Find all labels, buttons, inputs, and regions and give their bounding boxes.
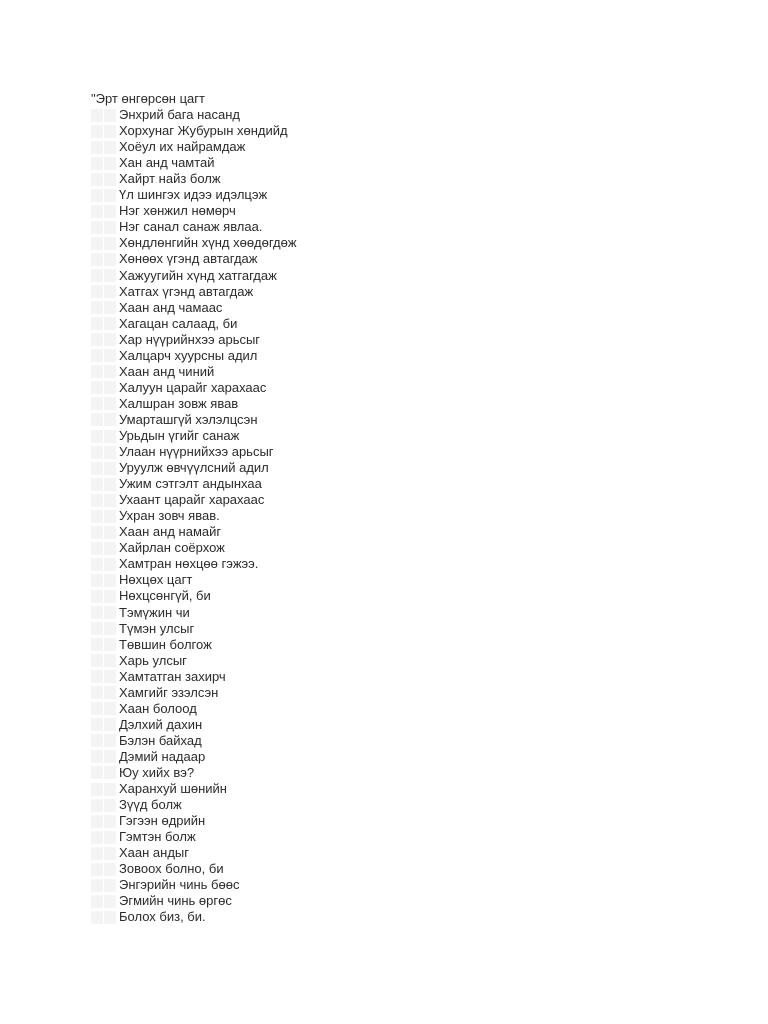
poem-line	[91, 845, 691, 861]
poem-line-text: Хоёул их найрамдаж	[119, 139, 246, 155]
indent-placeholder	[91, 606, 116, 619]
poem-line-text: Түмэн улсыг	[119, 620, 195, 636]
poem-line	[91, 813, 691, 829]
indent-placeholder	[91, 847, 116, 860]
indent-placeholder	[91, 590, 116, 603]
poem-line-text: Урьдын үгийг санаж	[119, 428, 240, 443]
indent-placeholder	[91, 686, 116, 699]
poem-line	[91, 300, 691, 316]
poem-line	[91, 91, 691, 107]
indent-placeholder	[91, 237, 116, 250]
indent-placeholder	[91, 333, 116, 346]
poem-line	[91, 621, 691, 637]
poem-line	[91, 284, 691, 300]
indent-placeholder	[91, 397, 116, 410]
indent-placeholder	[91, 526, 116, 539]
poem-line	[91, 348, 691, 364]
indent-placeholder	[91, 365, 116, 378]
poem-line-text: Улаан нүүрнийхээ арьсыг	[119, 444, 274, 460]
poem-line-text: Харанхуй шөнийн	[119, 781, 227, 797]
poem-line-text: Зовоох болно, би	[119, 861, 224, 877]
poem-line	[91, 556, 691, 572]
poem-line	[91, 605, 691, 621]
poem-line	[91, 155, 691, 171]
poem-line	[91, 444, 691, 460]
indent-placeholder	[91, 638, 116, 651]
indent-placeholder	[91, 446, 116, 459]
poem-line	[91, 187, 691, 203]
poem-line-text: Хайрт найз болж	[119, 171, 221, 187]
poem-text	[91, 91, 691, 925]
poem-line	[91, 235, 691, 251]
indent-placeholder	[91, 269, 116, 282]
poem-line-text: Хаан андыг	[119, 845, 190, 861]
indent-placeholder	[91, 622, 116, 635]
poem-line-text: Хамтран нөхцөө гэжээ.	[119, 556, 259, 572]
poem-line-text: Энхрий бага насанд	[119, 107, 240, 123]
poem-line	[91, 332, 691, 348]
poem-line-text: Гэмтэн болж	[119, 829, 196, 845]
indent-placeholder	[91, 157, 116, 170]
poem-line-text: Хаан анд чамаас	[119, 299, 223, 315]
poem-line	[91, 717, 691, 733]
poem-line	[91, 380, 691, 396]
poem-line	[91, 637, 691, 653]
poem-line-text: Хамтатган захирч	[119, 668, 226, 684]
poem-line	[91, 893, 691, 909]
poem-line-text: Үл шингэх идээ идэлцэж	[119, 187, 268, 203]
poem-line-text: Болох биз, би.	[119, 909, 206, 925]
poem-line-text: Хагацан салаад, би	[119, 315, 238, 331]
poem-line	[91, 701, 691, 717]
poem-line	[91, 316, 691, 332]
poem-line	[91, 492, 691, 508]
poem-line-text: Хөндлөнгийн хүнд хөөдөгдөж	[119, 235, 297, 251]
poem-line-text: Хөнөөх үгэнд автагдаж	[119, 251, 258, 267]
indent-placeholder	[91, 879, 116, 892]
poem-line-text: Ухаант царайг харахаас	[119, 492, 265, 508]
poem-line-text: Дэмий надаар	[119, 748, 206, 764]
poem-line-text: Ужим сэтгэлт андынхаа	[119, 476, 262, 492]
poem-line	[91, 524, 691, 540]
poem-line-text: Харь улсыг	[119, 652, 187, 668]
poem-line	[91, 412, 691, 428]
poem-line	[91, 829, 691, 845]
indent-placeholder	[91, 799, 116, 812]
indent-placeholder	[91, 462, 116, 475]
indent-placeholder	[91, 895, 116, 908]
poem-line-text: Хайрлан соёрхож	[119, 540, 225, 556]
poem-line-text: Дэлхий дахин	[119, 716, 203, 732]
indent-placeholder	[91, 109, 116, 122]
poem-line	[91, 861, 691, 877]
poem-line-text: Хаан анд чиний	[119, 363, 215, 379]
poem-line-text: Юу хийх вэ?	[119, 764, 195, 780]
poem-line-text: Нөхцөх цагт	[119, 572, 193, 588]
poem-line	[91, 139, 691, 155]
poem-line-text: Халуун царайг харахаас	[119, 379, 267, 395]
indent-placeholder	[91, 349, 116, 362]
poem-line-text: Энгэрийн чинь бөөс	[119, 877, 240, 893]
indent-placeholder	[91, 542, 116, 555]
poem-line	[91, 877, 691, 893]
poem-line	[91, 476, 691, 492]
indent-placeholder	[91, 173, 116, 186]
indent-placeholder	[91, 253, 116, 266]
indent-placeholder	[91, 831, 116, 844]
indent-placeholder	[91, 141, 116, 154]
poem-line	[91, 588, 691, 604]
poem-line	[91, 428, 691, 444]
poem-line	[91, 653, 691, 669]
indent-placeholder	[91, 413, 116, 426]
poem-line	[91, 508, 691, 524]
poem-line	[91, 171, 691, 187]
indent-placeholder	[91, 558, 116, 571]
poem-line	[91, 123, 691, 139]
poem-line-text: "Эрт өнгөрсөн цагт	[91, 91, 205, 107]
poem-line	[91, 219, 691, 235]
indent-placeholder	[91, 221, 116, 234]
indent-placeholder	[91, 510, 116, 523]
indent-placeholder	[91, 734, 116, 747]
indent-placeholder	[91, 478, 116, 491]
indent-placeholder	[91, 205, 116, 218]
poem-line-text: Хамгийг эзэлсэн	[119, 684, 219, 700]
poem-line	[91, 685, 691, 701]
poem-line	[91, 765, 691, 781]
indent-placeholder	[91, 125, 116, 138]
indent-placeholder	[91, 815, 116, 828]
poem-line-text: Тэмүжин чи	[119, 604, 190, 620]
poem-line	[91, 364, 691, 380]
poem-line-text: Уруулж өвчүүлсний адил	[119, 460, 269, 476]
indent-placeholder	[91, 381, 116, 394]
indent-placeholder	[91, 654, 116, 667]
poem-line	[91, 669, 691, 685]
poem-line	[91, 733, 691, 749]
poem-line-text: Хажуугийн хүнд хатгагдаж	[119, 267, 277, 283]
poem-line	[91, 460, 691, 476]
poem-line-text: Хаан болоод	[119, 700, 197, 716]
poem-line-text: Хорхунаг Жубурын хөндийд	[119, 123, 288, 139]
indent-placeholder	[91, 750, 116, 763]
poem-line-text: Хаан анд намайг	[119, 524, 222, 540]
poem-line	[91, 107, 691, 123]
poem-line-text: Ухран зовч явав.	[119, 508, 220, 524]
indent-placeholder	[91, 430, 116, 443]
indent-placeholder	[91, 285, 116, 298]
indent-placeholder	[91, 702, 116, 715]
poem-line-text: Хар нүүрийнхээ арьсыг	[119, 331, 261, 347]
poem-line	[91, 781, 691, 797]
indent-placeholder	[91, 301, 116, 314]
poem-line-text: Нэг санал санаж явлаа.	[119, 219, 263, 235]
indent-placeholder	[91, 911, 116, 924]
poem-line-text: Зүүд болж	[119, 797, 182, 813]
poem-line	[91, 797, 691, 813]
poem-line	[91, 268, 691, 284]
indent-placeholder	[91, 783, 116, 796]
indent-placeholder	[91, 574, 116, 587]
poem-line-text: Умарташгүй хэлэлцсэн	[119, 411, 258, 427]
indent-placeholder	[91, 718, 116, 731]
indent-placeholder	[91, 766, 116, 779]
poem-line-text: Төвшин болгож	[119, 636, 212, 652]
indent-placeholder	[91, 189, 116, 202]
poem-line	[91, 749, 691, 765]
indent-placeholder	[91, 863, 116, 876]
poem-line	[91, 396, 691, 412]
indent-placeholder	[91, 494, 116, 507]
indent-placeholder	[91, 317, 116, 330]
poem-line-text: Халшран зовж явав	[119, 395, 239, 411]
poem-line	[91, 251, 691, 267]
poem-line-text: Нэг хөнжил нөмөрч	[119, 203, 236, 219]
poem-line-text: Хан анд чамтай	[119, 155, 215, 171]
poem-line-text: Бэлэн байхад	[119, 732, 202, 748]
poem-line	[91, 203, 691, 219]
poem-line-text: Хатгах үгэнд автагдаж	[119, 283, 254, 299]
poem-line-text: Халцарч хуурсны адил	[119, 347, 258, 363]
poem-line	[91, 909, 691, 925]
poem-line	[91, 572, 691, 588]
poem-line-text: Эгмийн чинь өргөс	[119, 893, 232, 909]
poem-line-text: Нөхцсөнгүй, би	[119, 588, 211, 604]
poem-line	[91, 540, 691, 556]
indent-placeholder	[91, 670, 116, 683]
poem-line-text: Гэгээн өдрийн	[119, 813, 206, 829]
